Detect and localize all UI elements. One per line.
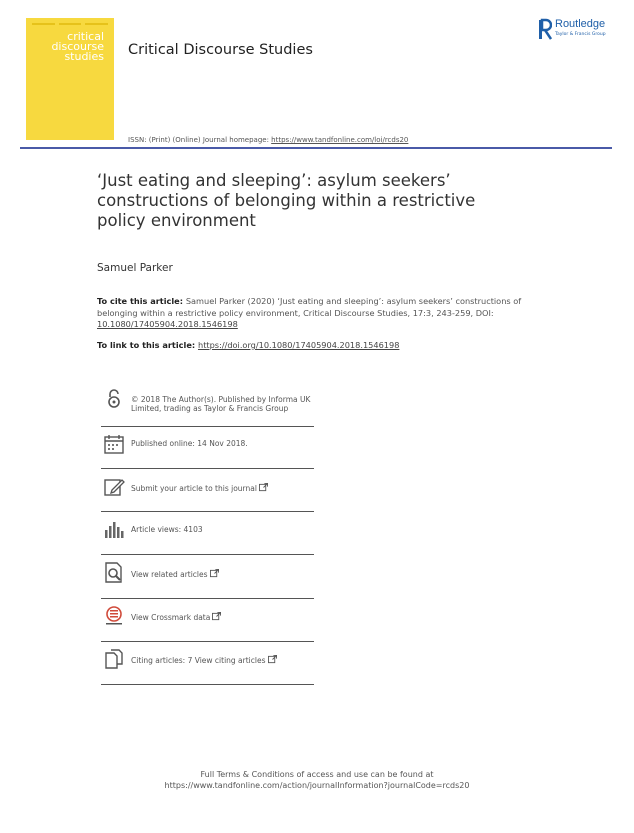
cover-title-line: critical — [67, 30, 104, 43]
citing-articles-label: Citing articles: 7 View citing articles — [131, 656, 266, 665]
citation-label: To cite this article: — [97, 296, 186, 306]
submit-article-label: Submit your article to this journal — [131, 484, 257, 493]
submit-article-link[interactable] — [131, 483, 314, 493]
footer-terms-url[interactable]: https://www.tandfonline.com/action/journalInformation?journalCode=rcds20 — [164, 781, 470, 790]
related-articles-link[interactable] — [131, 569, 314, 579]
cover-title-line: studies — [64, 50, 104, 63]
header-divider — [20, 147, 612, 149]
info-divider — [101, 598, 314, 599]
article-link-line — [97, 340, 399, 350]
license-text: © 2018 The Author(s). Published by Informa UK Limited, trading as Taylor & Francis Group — [131, 395, 311, 413]
article-views-text: Article views: 4103 — [131, 525, 203, 534]
crossmark-link[interactable] — [131, 612, 314, 622]
crossmark-icon — [103, 605, 125, 627]
info-divider — [101, 554, 314, 555]
journal-cover — [26, 18, 114, 140]
footer — [0, 769, 634, 791]
publisher-tagline: Taylor & Francis Group — [555, 32, 606, 37]
info-divider — [101, 641, 314, 642]
search-document-icon — [103, 562, 125, 584]
routledge-logo-icon — [538, 18, 552, 40]
external-link-icon — [268, 655, 277, 664]
edit-icon — [103, 476, 125, 498]
calendar-icon — [103, 433, 125, 455]
citation-block — [97, 296, 537, 331]
issn-text: ISSN: (Print) (Online) Journal homepage: — [128, 136, 272, 144]
bar-chart-icon — [103, 518, 125, 540]
related-articles-label: View related articles — [131, 570, 208, 579]
cover-title — [51, 32, 104, 62]
external-link-icon — [212, 612, 221, 621]
info-divider — [101, 511, 314, 512]
published-date-text: Published online: 14 Nov 2018. — [131, 439, 248, 448]
documents-icon — [103, 648, 125, 670]
citation-text: Samuel Parker (2020) ‘Just eating and sleeping’: asylum seekers’ constructions of belonging within a restrictive policy environment, Critical Discourse Studies, 17:3, 243-259, DOI: — [97, 296, 522, 318]
info-divider — [101, 426, 314, 427]
issn-line — [128, 136, 408, 144]
crossmark-label: View Crossmark data — [131, 613, 211, 622]
external-link-icon — [259, 483, 268, 492]
cover-top-bar — [32, 23, 108, 26]
article-author: Samuel Parker — [97, 262, 173, 274]
footer-terms-text: Full Terms & Conditions of access and use can be found at — [200, 770, 434, 779]
journal-homepage-link[interactable]: https://www.tandfonline.com/loi/rcds20 — [271, 136, 409, 144]
publisher-logo[interactable] — [538, 18, 618, 42]
info-divider — [101, 684, 314, 685]
article-title: ‘Just eating and sleeping’: asylum seekers’ constructions of belonging within a restrictive policy environment — [97, 171, 476, 230]
link-label: To link to this article: — [97, 340, 198, 350]
citing-articles-link[interactable] — [131, 655, 314, 665]
cover-title-line: discourse — [51, 40, 104, 53]
article-doi-url-link[interactable]: https://doi.org/10.1080/17405904.2018.1546198 — [198, 340, 400, 350]
doi-link[interactable]: 10.1080/17405904.2018.1546198 — [97, 319, 238, 329]
open-access-icon — [103, 388, 125, 410]
publisher-name: Routledge — [555, 18, 606, 30]
external-link-icon — [210, 569, 219, 578]
journal-title: Critical Discourse Studies — [128, 42, 313, 58]
info-divider — [101, 468, 314, 469]
